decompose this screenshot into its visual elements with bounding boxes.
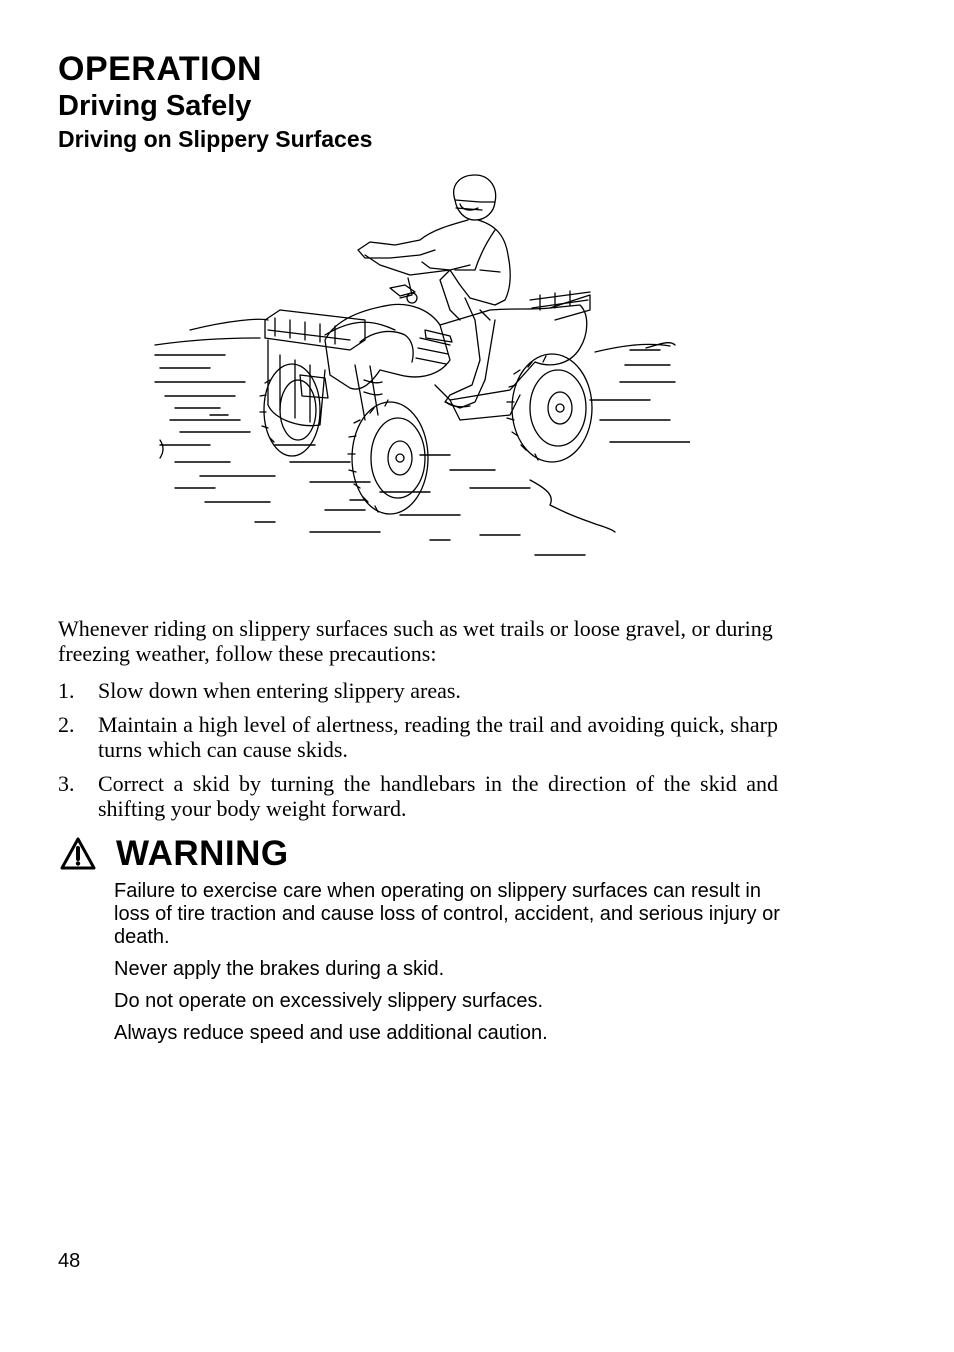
list-item: [58, 712, 778, 762]
front-rack: [265, 310, 365, 426]
precautions-list: [58, 678, 778, 830]
warning-text: Never apply the brakes during a skid.: [114, 958, 445, 980]
page-title: Driving Safely: [58, 90, 252, 122]
list-item-text: Maintain a high level of alertness, reading the trail and avoiding quick, sharp turns which can cause skids.: [98, 712, 778, 762]
front-near-wheel: [348, 400, 428, 514]
list-item-text: Correct a skid by turning the handlebars in the direction of the skid and shifting your body weight forward.: [98, 771, 778, 821]
handlebars: [365, 255, 470, 303]
list-item-number: 3.: [58, 771, 75, 796]
page-number: 48: [58, 1250, 81, 1272]
subsection-title: Driving on Slippery Surfaces: [58, 126, 373, 152]
ground-streaks: [155, 350, 690, 555]
warning-triangle-icon: [60, 837, 96, 871]
front-far-wheel: [260, 364, 320, 456]
intro-paragraph: Whenever riding on slippery surfaces such as wet trails or loose gravel, or during freezing weather, follow these precautions:: [58, 616, 773, 666]
list-item: [58, 678, 778, 703]
list-item-text: Slow down when entering slippery areas.: [98, 678, 461, 703]
list-item-number: 1.: [58, 678, 75, 703]
warning-header: [58, 832, 289, 876]
section-title: OPERATION: [58, 50, 263, 88]
list-item: [58, 771, 778, 821]
warning-text: Always reduce speed and use additional caution.: [114, 1022, 548, 1044]
rear-wheel: [507, 354, 592, 462]
warning-text: Failure to exercise care when operating on slippery surfaces can result in loss of tire traction and cause loss of control, accident, and serious injury or death.: [114, 880, 780, 948]
warning-title: WARNING: [116, 834, 289, 873]
atv-rider-illustration: [150, 170, 690, 565]
list-item-number: 2.: [58, 712, 75, 737]
atv-body: [325, 291, 590, 420]
warning-text: Do not operate on excessively slippery surfaces.: [114, 990, 544, 1012]
